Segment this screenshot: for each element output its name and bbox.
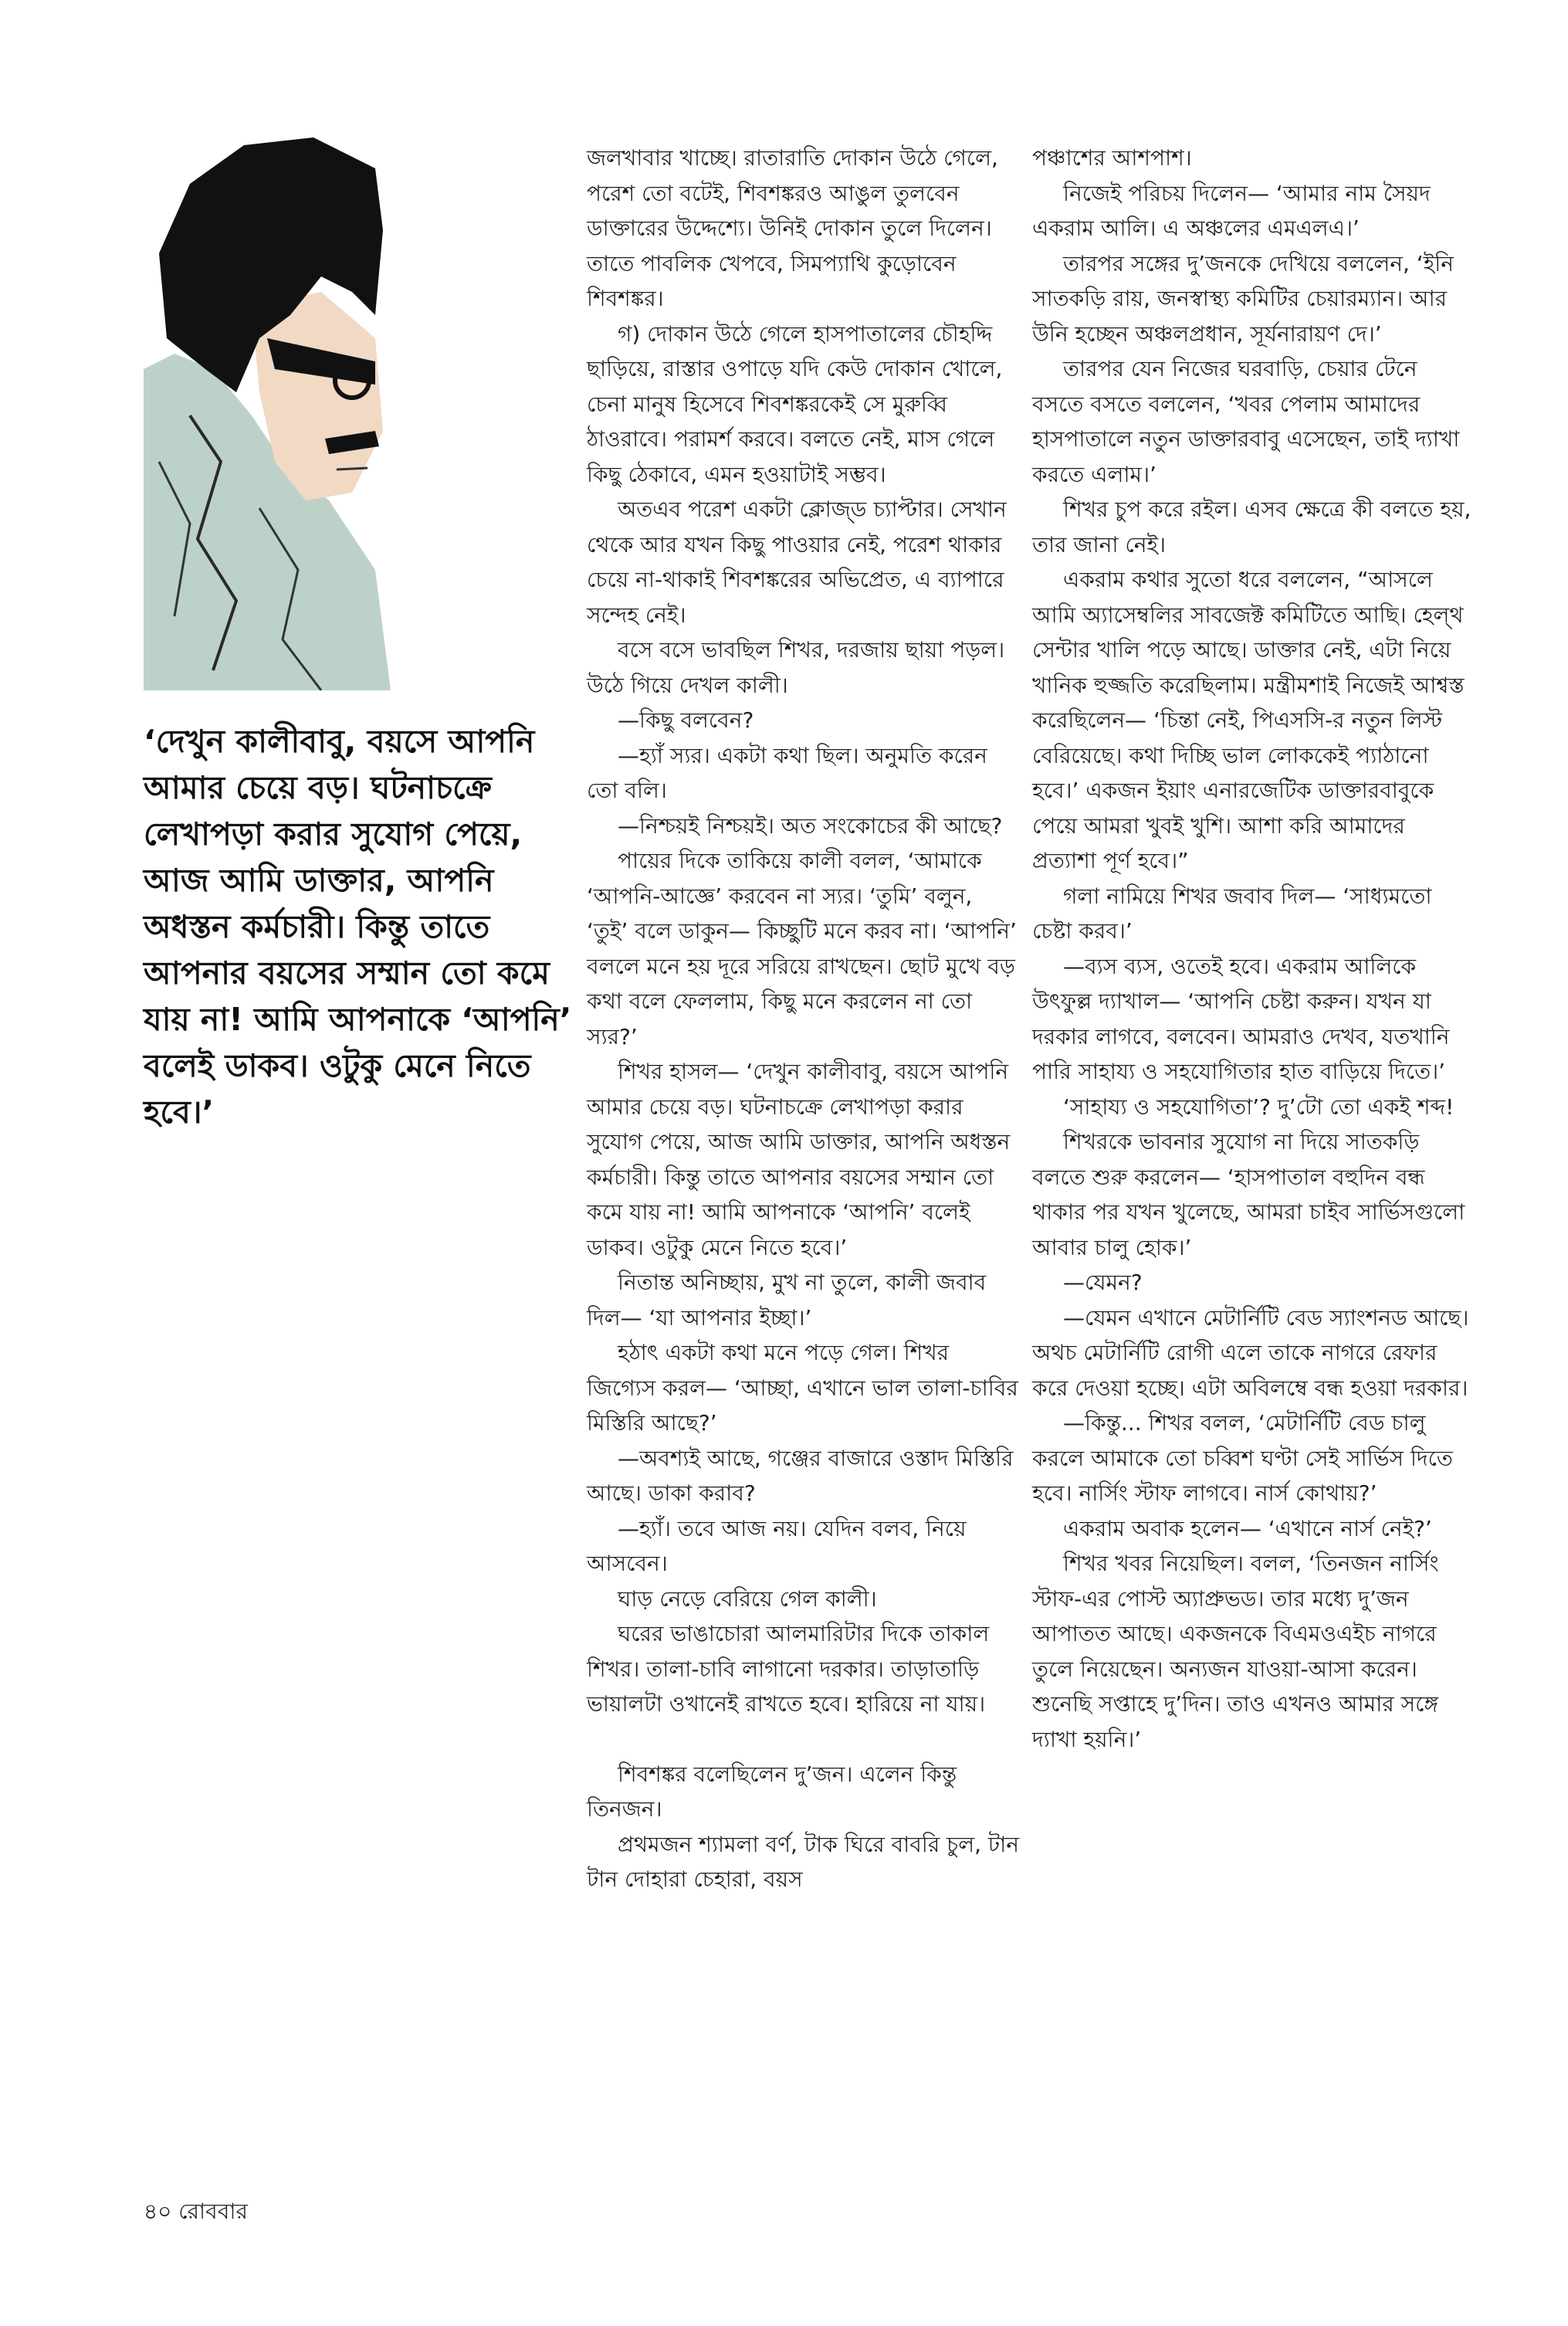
portrait-illustration [144, 137, 391, 690]
paragraph: শিবশঙ্কর বলেছিলেন দু’জন। এলেন কিন্তু তিনজন। [587, 1761, 957, 1822]
paragraph: —কিন্তু... শিখর বলল, ‘মেটার্নিটি বেড চালু করলে আমাকে তো চব্বিশ ঘণ্টা সেই সার্ভিস দিতে হবে। নার্সিং স্টাফ লাগবে। নার্স কোথায়?’ [1032, 1410, 1453, 1506]
paragraph: নিজেই পরিচয় দিলেন— ‘আমার নাম সৈয়দ একরাম আলি। এ অঞ্চলের এমএলএ।’ [1032, 180, 1431, 241]
page-footer: ৪০ রোববার [144, 2199, 248, 2224]
paragraph: —হ্যাঁ স্যর। একটা কথা ছিল। অনুমতি করেন তো বলি। [587, 742, 987, 803]
paragraph: —যেমন এখানে মেটার্নিটি বেড স্যাংশনড আছে। অথচ মেটার্নিটি রোগী এলে তাকে নাগরে রেফার করে দেওয়া হচ্ছে। এটা অবিলম্বে বন্ধ হওয়া দরকার। [1032, 1304, 1469, 1401]
paragraph: —কিছু বলবেন? [618, 707, 754, 733]
paragraph: অতএব পরেশ একটা ক্লোজ্‌ড চ্যাপ্টার। সেখান থেকে আর যখন কিছু পাওয়ার নেই, পরেশ থাকার চেয়ে না-থাকাই শিবশঙ্করের অভিপ্রেত, এ ব্যাপারে সন্দেহ নেই। [587, 497, 1007, 628]
paragraph: —ব্যস ব্যস, ওতেই হবে। একরাম আলিকে উৎফুল্ল দ্যাখাল— ‘আপনি চেষ্টা করুন। যখন যা দরকার লাগবে, বলবেন। আমরাও দেখব, যতখানি পারি সাহায্য ও সহযোগিতার হাত বাড়িয়ে দিতে।’ [1032, 953, 1450, 1084]
paragraph: ঘাড় নেড়ে বেরিয়ে গেল কালী। [618, 1585, 877, 1612]
paragraph: —নিশ্চয়ই নিশ্চয়ই। অত সংকোচের কী আছে? [618, 812, 1003, 839]
paragraph: গলা নামিয়ে শিখর জবাব দিল— ‘সাধ্যমতো চেষ্টা করব।’ [1032, 883, 1432, 944]
pull-quote [144, 718, 576, 1135]
paragraph: বসে বসে ভাবছিল শিখর, দরজায় ছায়া পড়ল। উঠে গিয়ে দেখল কালী। [587, 637, 1005, 698]
paragraph: —হ্যাঁ। তবে আজ নয়। যেদিন বলব, নিয়ে আসবেন। [587, 1515, 967, 1576]
paragraph: হঠাৎ একটা কথা মনে পড়ে গেল। শিখর জিগ্যেস করল— ‘আচ্ছা, এখানে ভাল তালা-চাবির মিস্তিরি আছে?’ [587, 1340, 1018, 1436]
paragraph: তারপর যেন নিজের ঘরবাড়ি, চেয়ার টেনে বসতে বসতে বললেন, ‘খবর পেলাম আমাদের হাসপাতালে নতুন ডাক্তারবাবু এসেছেন, তাই দ্যাখা করতে এলাম।’ [1032, 356, 1460, 487]
pull-quote-text: ‘দেখুন কালীবাবু, বয়সে আপনি আমার চেয়ে বড়। ঘটনাচক্রে লেখাপড়া করার সুযোগ পেয়ে, আজ আমি ডাক্তার, আপনি অধস্তন কর্মচারী। কিন্তু তাতে আপনার বয়সের সম্মান তো কমে যায় না! আমি আপনাকে ‘আপনি’ বলেই ডাকব। ওটুকু মেনে নিতে হবে।’ [144, 723, 572, 1131]
paragraph: —অবশ্যই আছে, গঞ্জের বাজারে ওস্তাদ মিস্তিরি আছে। ডাকা করাব? [587, 1445, 1014, 1506]
paragraph: ঘরের ভাঙাচোরা আলমারিটার দিকে তাকাল শিখর। তালা-চাবি লাগানো দরকার। তাড়াতাড়ি ভায়ালটা ওখানেই রাখতে হবে। হারিয়ে না যায়। [587, 1621, 990, 1717]
paragraph: ‘সাহায্য ও সহযোগিতা’? দু’টো তো একই শব্দ! [1063, 1093, 1455, 1120]
paragraph: তারপর সঙ্গের দু’জনকে দেখিয়ে বললেন, ‘ইনি সাতকড়ি রায়, জনস্বাস্থ্য কমিটির চেয়ারম্যান। আর উনি হচ্ছেন অঞ্চলপ্রধান, সূর্যনারায়ণ দে।’ [1032, 250, 1454, 347]
paragraph: গ) দোকান উঠে গেলে হাসপাতালের চৌহদ্দি ছাড়িয়ে, রাস্তার ওপাড়ে যদি কেউ দোকান খোলে, চেনা মানুষ হিসেবে শিবশঙ্করকেই সে মুরুব্বি ঠাওরাবে। পরামর্শ করবে। বলতে নেই, মাস গেলে কিছু ঠেকাবে, এমন হওয়াটাই সম্ভব। [587, 320, 1003, 487]
paragraph: প্রথমজন শ্যামলা বর্ণ, টাক ঘিরে বাবরি চুল, টান টান দোহারা চেহারা, বয়স [587, 1831, 1019, 1892]
paragraph: একরাম কথার সুতো ধরে বললেন, “আসলে আমি অ্যাসেম্বলির সাবজেক্ট কমিটিতে আছি। হেল্‌থ সেন্টার খালি পড়ে আছে। ডাক্তার নেই, এটা নিয়ে খানিক হুজ্জতি করেছিলাম। মন্ত্রীমশাই নিজেই আশ্বস্ত করেছিলেন— ‘চিন্তা নেই, পিএসসি-র নতুন লিস্ট বেরিয়েছে। কথা দিচ্ছি ভাল লোককেই প্যাঠানো হবে।’ একজন ইয়াং এনারজেটিক ডাক্তারবাবুকে পেয়ে আমরা খুবই খুশি। আশা করি আমাদের প্রত্যাশা পূর্ণ হবে।” [1032, 567, 1465, 873]
paragraph: পায়ের দিকে তাকিয়ে কালী বলল, ‘আমাকে ‘আপনি-আজ্ঞে’ করবেন না স্যর। ‘তুমি’ বলুন, ‘তুই’ বলে ডাকুন— কিচ্ছুটি মনে করব না। ‘আপনি’ বললে মনে হয় দূরে সরিয়ে রাখছেন। ছোট মুখে বড় কথা বলে ফেললাম, কিছু মনে করলেন না তো স্যর?’ [587, 848, 1017, 1049]
paragraph: নিতান্ত অনিচ্ছায়, মুখ না তুলে, কালী জবাব দিল— ‘যা আপনার ইচ্ছা।’ [587, 1270, 987, 1331]
paragraph: পঞ্চাশের আশপাশ। [1032, 145, 1192, 171]
paragraph: শিখর হাসল— ‘দেখুন কালীবাবু, বয়সে আপনি আমার চেয়ে বড়। ঘটনাচক্রে লেখাপড়া করার সুযোগ পেয়ে, আজ আমি ডাক্তার, আপনি অধস্তন কর্মচারী। কিন্তু তাতে আপনার বয়সের সম্মান তো কমে যায় না! আমি আপনাকে ‘আপনি’ বলেই ডাকব। ওটুকু মেনে নিতে হবে।’ [587, 1059, 1011, 1260]
paragraph: শিখর চুপ করে রইল। এসব ক্ষেত্রে কী বলতে হয়, তার জানা নেই। [1032, 497, 1471, 558]
paragraph: একরাম অবাক হলেন— ‘এখানে নার্স নেই?’ [1063, 1515, 1432, 1541]
paragraph: —যেমন? [1063, 1270, 1143, 1295]
article-column-3 [1032, 141, 1472, 1757]
article-column-2 [587, 141, 1019, 1897]
paragraph: শিখরকে ভাবনার সুযোগ না দিয়ে সাতকড়ি বলতে শুরু করলেন— ‘হাসপাতাল বহুদিন বন্ধ থাকার পর যখন খুলেছে, আমরা চাইব সার্ভিসগুলো আবার চালু হোক।’ [1032, 1129, 1465, 1260]
paragraph: শিখর খবর নিয়েছিল। বলল, ‘তিনজন নার্সিং স্টাফ-এর পোস্ট অ্যাপ্রুভড। তার মধ্যে দু’জন আপাতত আছে। একজনকে বিএমওএইচ নাগরে তুলে নিয়েছেন। অন্যজন যাওয়া-আসা করেন। শুনেছি সপ্তাহে দু’দিন। তাও এখনও আমার সঙ্গে দ্যাখা হয়নি।’ [1032, 1551, 1439, 1752]
paragraph: জলখাবার খাচ্ছে। রাতারাতি দোকান উঠে গেলে, পরেশ তো বটেই, শিবশঙ্করও আঙুল তুলবেন ডাক্তারের উদ্দেশ্যে। উনিই দোকান তুলে দিলেন। তাতে পাবলিক খেপবে, সিমপ্যাথি কুড়োবেন শিবশঙ্কর। [587, 145, 998, 311]
